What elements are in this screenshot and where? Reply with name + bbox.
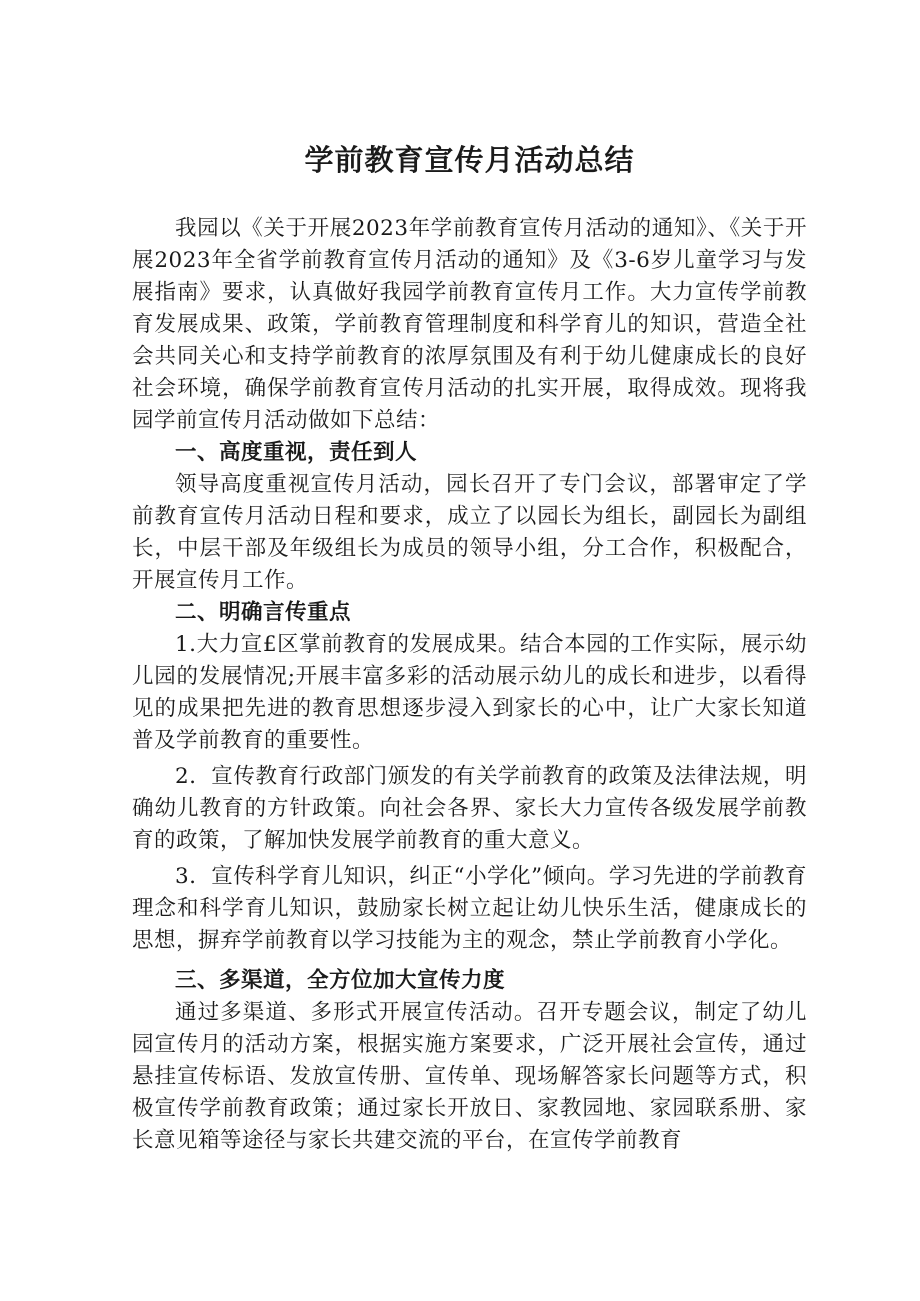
section-3-heading: 三、多渠道，全方位加大宣传力度 xyxy=(175,968,506,993)
section-2-paragraph-3: 3．宣传科学育儿知识，纠正“小学化”倾向。学习先进的学前教育理念和科学育儿知识，鼓励家长树立起让幼儿快乐生活，健康成长的思想，摒弃学前教育以学习技能为主的观念，禁止学前教育小学化。 xyxy=(132,864,807,953)
section-2-paragraph-1: 1.大力宣£区掌前教育的发展成果。结合本园的工作实际，展示幼儿园的发展情况;开展丰富多彩的活动展示幼儿的成长和进步，以看得见的成果把先进的教育思想逐步浸入到家长的心中，让广大家长知道普及学前教育的重要性。 xyxy=(132,632,807,753)
section-3-paragraph-1: 通过多渠道、多形式开展宣传活动。召开专题会议，制定了幼儿园宣传月的活动方案，根据实施方案要求，广泛开展社会宣传，通过悬挂宣传标语、发放宣传册、宣传单、现场解答家长问题等方式，积极宣传学前教育政策；通过家长开放日、家教园地、家园联系册、家长意见箱等途径与家长共建交流的平台，在宣传学前教育 xyxy=(132,1000,807,1153)
document-page xyxy=(132,140,807,1157)
intro-paragraph: 我园以《关于开展2023年学前教育宣传月活动的通知》、《关于开展2023年全省学前教育宣传月活动的通知》及《3-6岁儿童学习与发展指南》要求，认真做好我园学前教育宣传月工作。大力宣传学前教育发展成果、政策，学前教育管理制度和科学育儿的知识，营造全社会共同关心和支持学前教育的浓厚氛围及有利于幼儿健康成长的良好社会环境，确保学前教育宣传月活动的扎实开展，取得成效。现将我园学前宣传月活动做如下总结： xyxy=(132,216,807,433)
section-1-heading: 一、高度重视，责任到人 xyxy=(175,440,418,465)
section-1-paragraph-1: 领导高度重视宣传月活动，园长召开了专门会议，部署审定了学前教育宣传月活动日程和要求，成立了以园长为组长，副园长为副组长，中层干部及年级组长为成员的领导小组，分工合作，积极配合，开展宣传月工作。 xyxy=(132,472,807,593)
section-2-heading: 二、明确言传重点 xyxy=(175,600,352,625)
section-2-paragraph-2: 2．宣传教育行政部门颁发的有关学前教育的政策及法律法规，明确幼儿教育的方针政策。向社会各界、家长大力宣传各级发展学前教育的政策，了解加快发展学前教育的重大意义。 xyxy=(132,764,807,853)
document-title: 学前教育宣传月活动总结 xyxy=(304,143,635,177)
